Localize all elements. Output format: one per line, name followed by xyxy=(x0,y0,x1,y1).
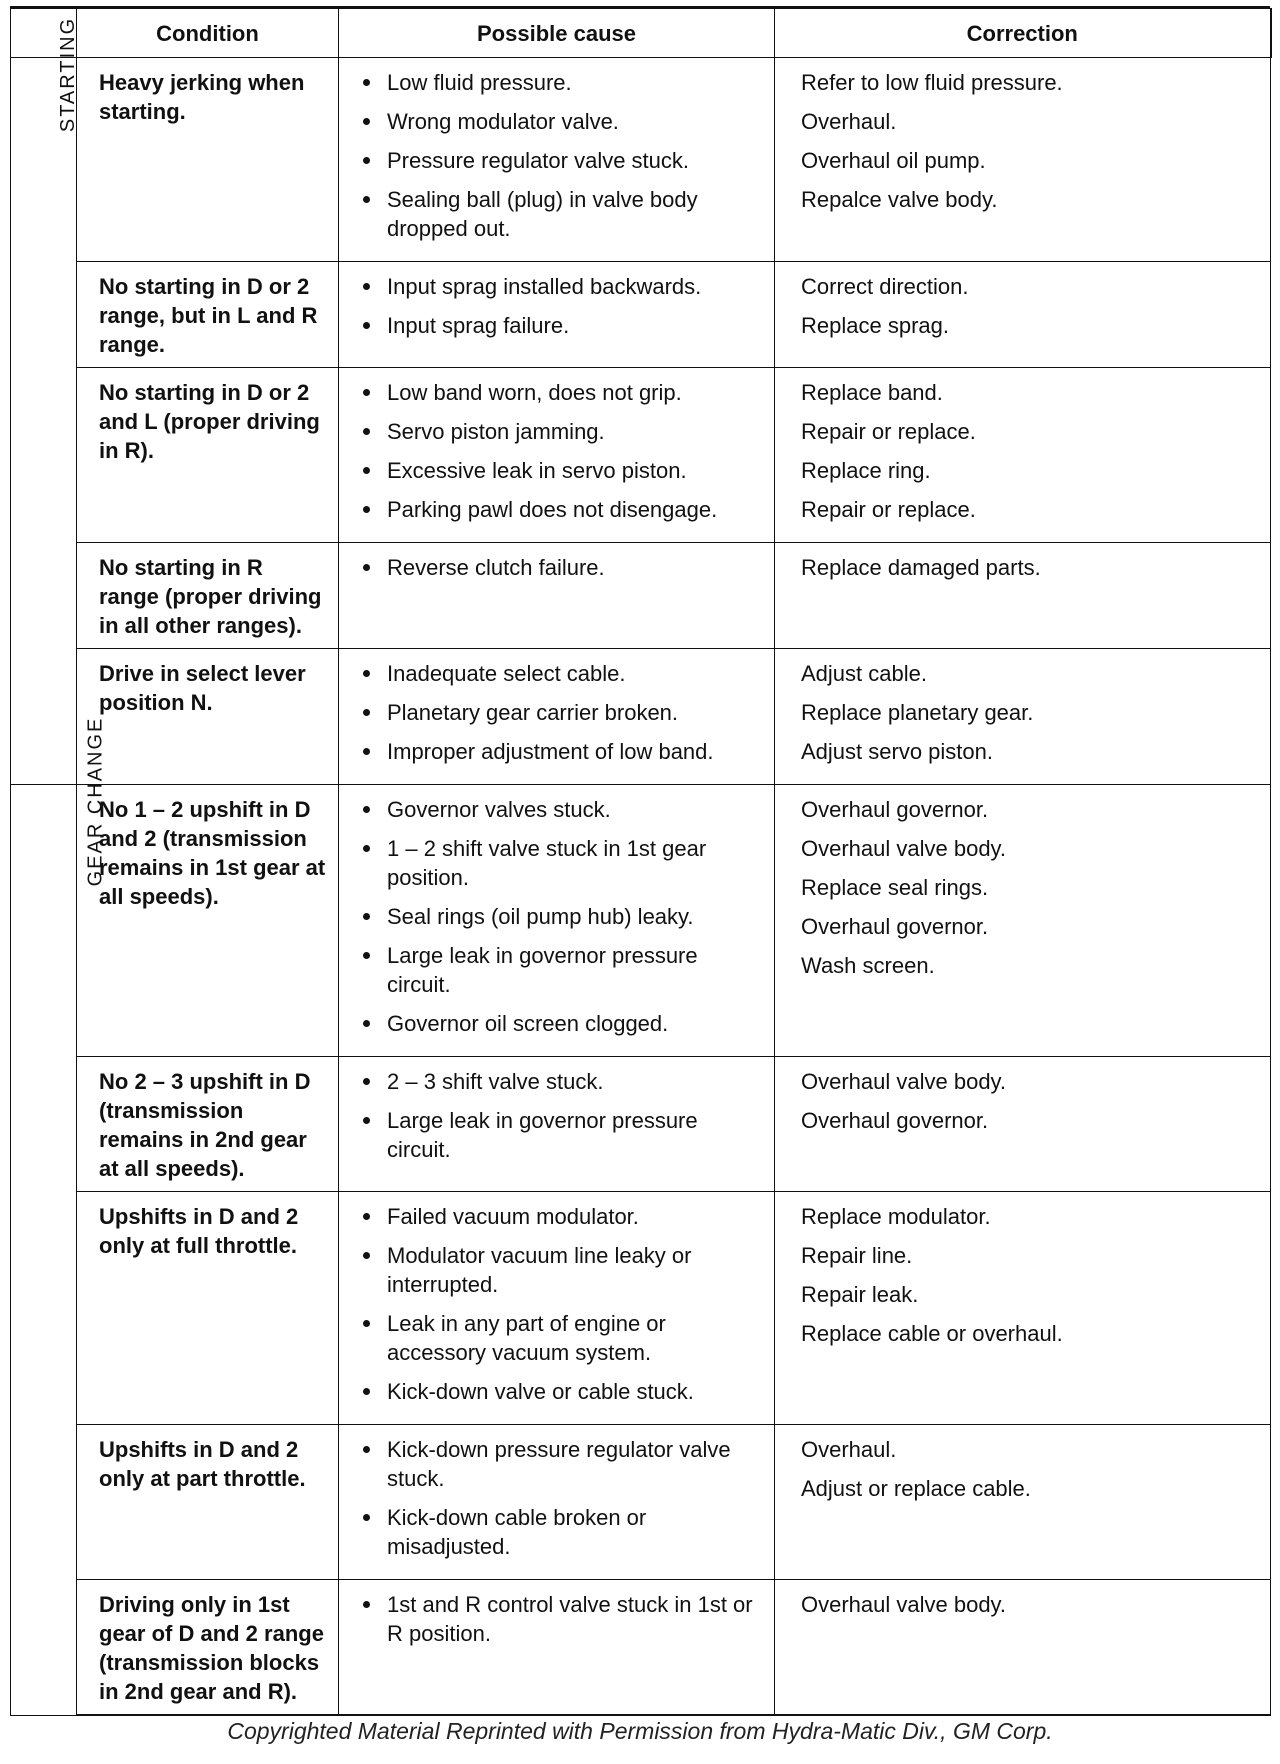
group-label-text: STARTING xyxy=(57,16,80,133)
cause-list xyxy=(361,659,766,766)
correction-item: Repair or replace. xyxy=(801,497,976,522)
possible-cause-cell xyxy=(339,649,775,785)
table-row xyxy=(11,1580,1271,1716)
correction-cell xyxy=(775,262,1271,368)
correction-item: Adjust or replace cable. xyxy=(801,1476,1031,1501)
cause-list xyxy=(361,378,766,524)
table-row xyxy=(11,58,1271,262)
correction-item: Replace planetary gear. xyxy=(801,700,1034,725)
correction-cell xyxy=(775,649,1271,785)
cause-item: Kick-down cable broken or misadjusted. xyxy=(361,1503,766,1561)
possible-cause-cell xyxy=(339,1192,775,1425)
correction-item: Adjust cable. xyxy=(801,661,927,686)
correction-item: Overhaul valve body. xyxy=(801,1069,1007,1094)
correction-cell xyxy=(775,543,1271,649)
cause-item: Large leak in governor pressure circuit. xyxy=(361,941,766,999)
cause-item: Parking pawl does not disengage. xyxy=(361,495,766,524)
condition-cell: Upshifts in D and 2 only at full throttle. xyxy=(77,1192,339,1425)
cause-item: Kick-down pressure regulator valve stuck. xyxy=(361,1435,766,1493)
cause-list xyxy=(361,795,766,1038)
correction-item: Overhaul valve body. xyxy=(801,836,1007,861)
condition-cell: No starting in R range (proper driving in all other ranges). xyxy=(77,543,339,649)
correction-item: Overhaul governor. xyxy=(801,797,989,822)
correction-cell xyxy=(775,58,1271,262)
correction-cell xyxy=(775,1057,1271,1192)
correction-item: Wash screen. xyxy=(801,953,935,978)
cause-item: 1st and R control valve stuck in 1st or R position. xyxy=(361,1590,766,1648)
cause-item: Large leak in governor pressure circuit. xyxy=(361,1106,766,1164)
cause-item: 2 – 3 shift valve stuck. xyxy=(361,1067,766,1096)
correction-cell xyxy=(775,785,1271,1057)
correction-item: Overhaul governor. xyxy=(801,1108,989,1133)
cause-list xyxy=(361,1202,766,1406)
cause-item: Pressure regulator valve stuck. xyxy=(361,146,766,175)
table-row xyxy=(11,1057,1271,1192)
cause-item: Seal rings (oil pump hub) leaky. xyxy=(361,902,766,931)
possible-cause-cell xyxy=(339,368,775,543)
condition-cell: Upshifts in D and 2 only at part throttle. xyxy=(77,1425,339,1580)
troubleshooting-table xyxy=(10,8,1272,1716)
header-row xyxy=(11,9,1271,58)
cause-item: Modulator vacuum line leaky or interrupted. xyxy=(361,1241,766,1299)
correction-item: Replace seal rings. xyxy=(801,875,989,900)
cause-item: Excessive leak in servo piston. xyxy=(361,456,766,485)
copyright-footer: Copyrighted Material Reprinted with Permission from Hydra-Matic Div., GM Corp. xyxy=(227,1718,1053,1744)
cause-item: Governor oil screen clogged. xyxy=(361,1009,766,1038)
cause-list xyxy=(361,272,766,340)
correction-cell xyxy=(775,1580,1271,1716)
cause-item: Leak in any part of engine or accessory vacuum system. xyxy=(361,1309,766,1367)
possible-cause-cell xyxy=(339,1057,775,1192)
condition-cell: Heavy jerking when starting. xyxy=(77,58,339,262)
correction-item: Replace cable or overhaul. xyxy=(801,1321,1063,1346)
correction-item: Overhaul oil pump. xyxy=(801,148,986,173)
correction-cell xyxy=(775,1425,1271,1580)
correction-item: Repair or replace. xyxy=(801,419,976,444)
group-label-starting xyxy=(11,16,80,785)
correction-item: Replace sprag. xyxy=(801,313,949,338)
cause-item: Inadequate select cable. xyxy=(361,659,766,688)
cause-list xyxy=(361,1435,766,1561)
cause-item: Kick-down valve or cable stuck. xyxy=(361,1377,766,1406)
cause-list xyxy=(361,1590,766,1648)
cause-item: 1 – 2 shift valve stuck in 1st gear position. xyxy=(361,834,766,892)
correction-item: Repair leak. xyxy=(801,1282,919,1307)
correction-item: Replace ring. xyxy=(801,458,931,483)
cause-item: Planetary gear carrier broken. xyxy=(361,698,766,727)
correction-item: Overhaul. xyxy=(801,109,897,134)
correction-item: Overhaul. xyxy=(801,1437,897,1462)
correction-item: Overhaul valve body. xyxy=(801,1592,1007,1617)
cause-item: Wrong modulator valve. xyxy=(361,107,766,136)
cause-item: Servo piston jamming. xyxy=(361,417,766,446)
correction-item: Overhaul governor. xyxy=(801,914,989,939)
header-possible-cause: Possible cause xyxy=(339,9,775,58)
condition-cell: Driving only in 1st gear of D and 2 range (transmission blocks in 2nd gear and R). xyxy=(77,1580,339,1716)
correction-item: Adjust servo piston. xyxy=(801,739,993,764)
possible-cause-cell xyxy=(339,1580,775,1716)
header-condition: Condition xyxy=(77,9,339,58)
cause-item: Low band worn, does not grip. xyxy=(361,378,766,407)
possible-cause-cell xyxy=(339,1425,775,1580)
correction-cell xyxy=(775,368,1271,543)
cause-item: Improper adjustment of low band. xyxy=(361,737,766,766)
table-row xyxy=(11,649,1271,785)
possible-cause-cell xyxy=(339,543,775,649)
cause-list xyxy=(361,68,766,243)
group-label-gear-change xyxy=(11,716,107,1716)
cause-list xyxy=(361,1067,766,1164)
cause-item: Governor valves stuck. xyxy=(361,795,766,824)
table-row xyxy=(11,1192,1271,1425)
header-correction: Correction xyxy=(775,9,1271,58)
correction-item: Replace modulator. xyxy=(801,1204,991,1229)
cause-item: Sealing ball (plug) in valve body dropped out. xyxy=(361,185,766,243)
condition-cell: No 2 – 3 upshift in D (transmission remains in 2nd gear at all speeds). xyxy=(77,1057,339,1192)
group-label-text: GEAR CHANGE xyxy=(84,716,107,887)
table-row xyxy=(11,1425,1271,1580)
correction-item: Repair line. xyxy=(801,1243,913,1268)
cause-item: Input sprag failure. xyxy=(361,311,766,340)
cause-item: Input sprag installed backwards. xyxy=(361,272,766,301)
table-row xyxy=(11,262,1271,368)
troubleshooting-table-frame xyxy=(10,6,1270,1716)
condition-cell: Drive in select lever position N. xyxy=(77,649,339,785)
possible-cause-cell xyxy=(339,58,775,262)
table-row xyxy=(11,543,1271,649)
cause-item: Low fluid pressure. xyxy=(361,68,766,97)
correction-item: Replace damaged parts. xyxy=(801,555,1041,580)
cause-item: Failed vacuum modulator. xyxy=(361,1202,766,1231)
correction-cell xyxy=(775,1192,1271,1425)
correction-item: Correct direction. xyxy=(801,274,969,299)
possible-cause-cell xyxy=(339,785,775,1057)
possible-cause-cell xyxy=(339,262,775,368)
correction-item: Refer to low fluid pressure. xyxy=(801,70,1063,95)
condition-cell: No starting in D or 2 and L (proper driving in R). xyxy=(77,368,339,543)
condition-cell: No 1 – 2 upshift in D and 2 (transmission remains in 1st gear at all speeds). xyxy=(77,785,339,1057)
condition-cell: No starting in D or 2 range, but in L and R range. xyxy=(77,262,339,368)
correction-item: Replace band. xyxy=(801,380,943,405)
table-row xyxy=(11,785,1271,1057)
correction-item: Repalce valve body. xyxy=(801,187,998,212)
table-row xyxy=(11,368,1271,543)
cause-list xyxy=(361,553,766,582)
cause-item: Reverse clutch failure. xyxy=(361,553,766,582)
